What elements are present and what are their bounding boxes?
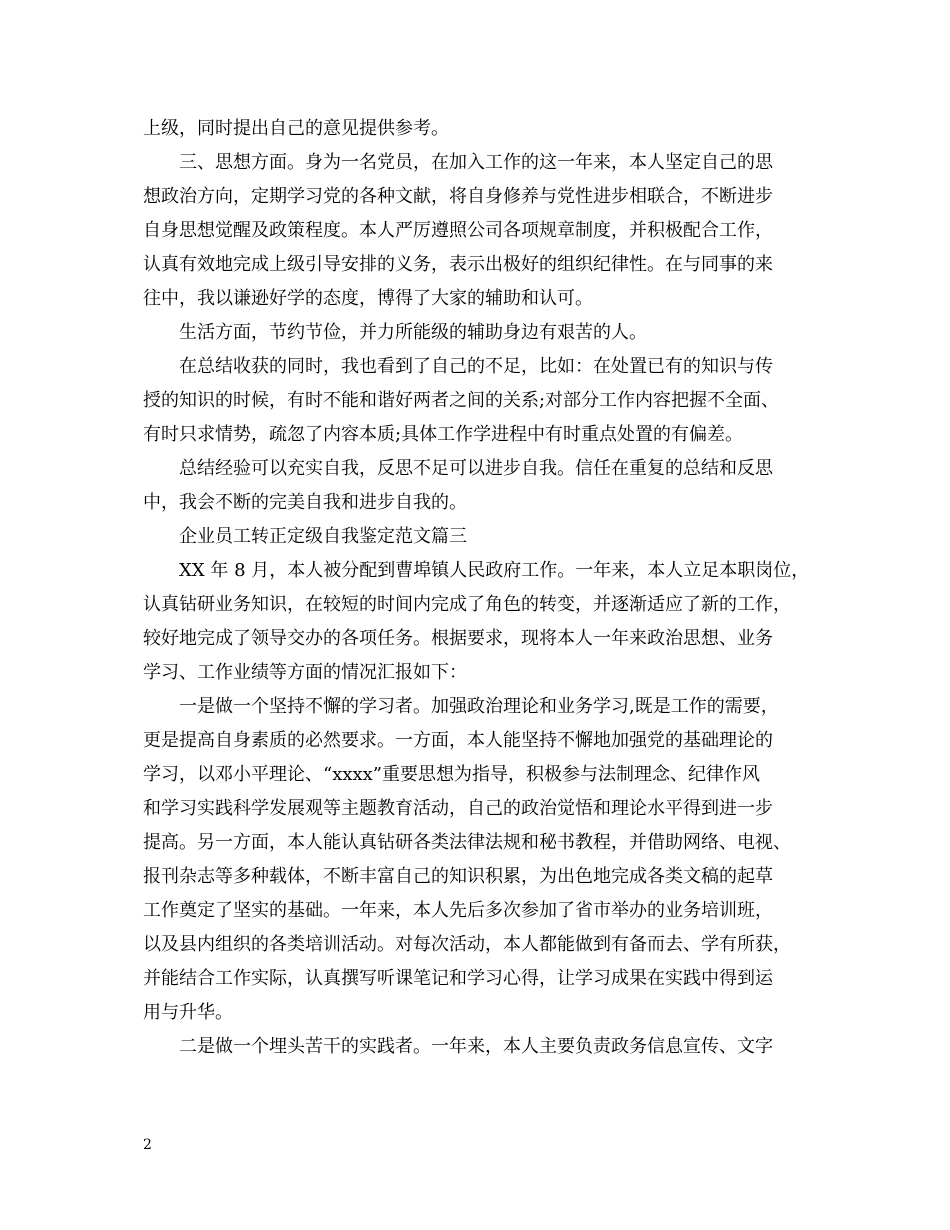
text-line: 报刊杂志等多种载体，不断丰富自己的知识积累，为出色地完成各类文稿的起草 — [143, 866, 773, 887]
text-line: 自身思想觉醒及政策程度。本人严厉遵照公司各项规章制度，并积极配合工作， — [143, 220, 773, 241]
text-line: 学习，以邓小平理论、“xxxx”重要思想为指导，积极参与法制理念、纪律作风 — [143, 764, 761, 785]
text-line: 企业员工转正定级自我鉴定范文篇三 — [179, 526, 467, 547]
text-line: XX 年 8 月，本人被分配到曹埠镇人民政府工作。一年来，本人立足本职岗位， — [179, 560, 810, 581]
text-line: 更是提高自身素质的必然要求。一方面，本人能坚持不懈地加强党的基础理论的 — [143, 730, 773, 751]
text-line: 上级，同时提出自己的意见提供参考。 — [143, 118, 449, 139]
text-line: 认真钻研业务知识，在较短的时间内完成了角色的转变，并逐渐适应了新的工作， — [143, 594, 791, 615]
text-line: 和学习实践科学发展观等主题教育活动，自己的政治觉悟和理论水平得到进一步 — [143, 798, 773, 819]
text-line: 学习、工作业绩等方面的情况汇报如下： — [143, 662, 467, 683]
text-line: 中，我会不断的完美自我和进步自我的。 — [143, 492, 467, 513]
text-line: 三、思想方面。身为一名党员，在加入工作的这一年来，本人坚定自己的思 — [179, 152, 773, 173]
text-line: 以及县内组织的各类培训活动。对每次活动，本人都能做到有备而去、学有所获， — [143, 934, 791, 955]
text-line: 生活方面，节约节俭，并力所能级的辅助身边有艰苦的人。 — [179, 322, 647, 343]
text-line: 工作奠定了坚实的基础。一年来，本人先后多次参加了省市举办的业务培训班， — [143, 900, 773, 921]
text-line: 用与升华。 — [143, 1002, 233, 1023]
text-line: 一是做一个坚持不懈的学习者。加强政治理论和业务学习,既是工作的需要， — [179, 696, 779, 717]
text-line: 总结经验可以充实自我，反思不足可以进步自我。信任在重复的总结和反思 — [179, 458, 773, 479]
document-body — [143, 112, 833, 1064]
page-number: 2 — [143, 1137, 152, 1153]
text-line: 认真有效地完成上级引导安排的义务，表示出极好的组织纪律性。在与同事的来 — [143, 254, 773, 275]
text-line: 在总结收获的同时，我也看到了自己的不足，比如：在处置已有的知识与传 — [179, 356, 773, 377]
text-line: 有时只求情势，疏忽了内容本质;具体工作学进程中有时重点处置的有偏差。 — [143, 424, 744, 445]
text-line: 授的知识的时候，有时不能和谐好两者之间的关系;对部分工作内容把握不全面、 — [143, 390, 780, 411]
text-line: 往中，我以谦逊好学的态度，博得了大家的辅助和认可。 — [143, 288, 593, 309]
text-line: 想政治方向，定期学习党的各种文献，将自身修养与党性进步相联合，不断进步 — [143, 186, 773, 207]
text-line: 并能结合工作实际，认真撰写听课笔记和学习心得，让学习成果在实践中得到运 — [143, 968, 773, 989]
text-line: 提高。另一方面，本人能认真钻研各类法律法规和秘书教程，并借助网络、电视、 — [143, 832, 791, 853]
text-line: 较好地完成了领导交办的各项任务。根据要求，现将本人一年来政治思想、业务 — [143, 628, 773, 649]
text-line: 二是做一个埋头苦干的实践者。一年来，本人主要负责政务信息宣传、文字 — [179, 1036, 773, 1057]
